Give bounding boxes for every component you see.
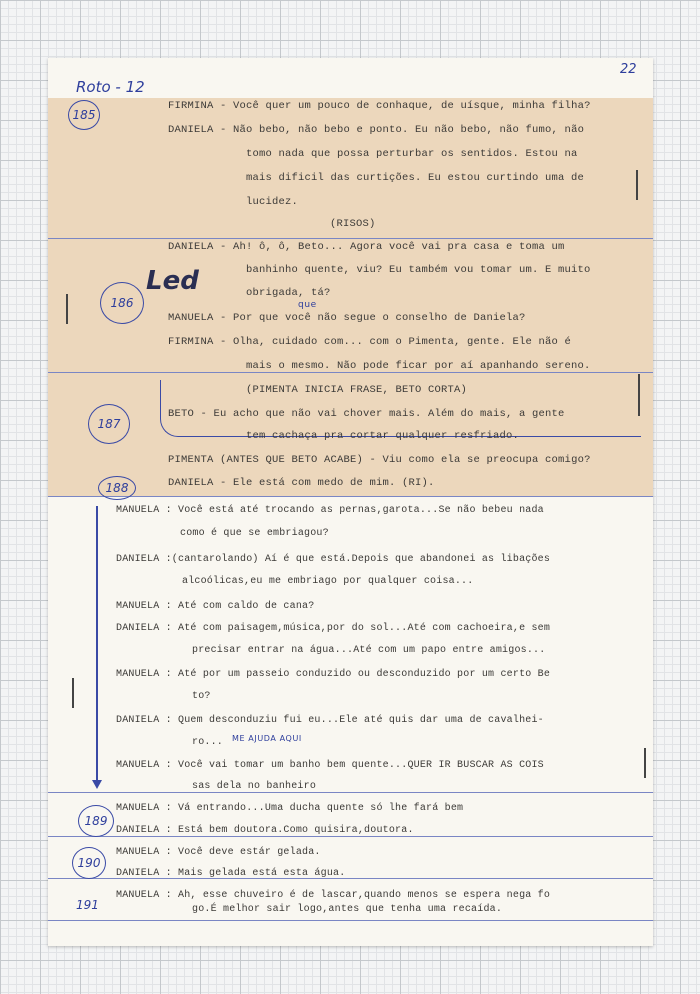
page-number: 22: [620, 62, 637, 77]
margin-mark: Led: [146, 266, 199, 296]
section-divider: [48, 792, 653, 793]
section-divider: [48, 836, 653, 837]
dialogue-line: MANUELA : Você vai tomar um banho bem quente...QUER IR BUSCAR AS COIS: [116, 760, 544, 771]
dialogue-line: mais o mesmo. Não pode ficar por aí apanhando sereno.: [246, 360, 591, 372]
section-divider: [48, 372, 653, 373]
dialogue-line: como é que se embriagou?: [180, 528, 329, 539]
script-page: [48, 58, 653, 946]
dialogue-line: DANIELA : Quem desconduziu fui eu...Ele até quis dar uma de cavalhei-: [116, 715, 544, 726]
reel-label: Roto - 12: [76, 78, 145, 96]
section-divider: [48, 496, 653, 497]
dialogue-line: PIMENTA (ANTES QUE BETO ACABE) - Viu como ela se preocupa comigo?: [168, 454, 591, 466]
handwritten-insert: que: [298, 300, 317, 310]
dialogue-line: tomo nada que possa perturbar os sentidos. Estou na: [246, 148, 578, 160]
dialogue-line: BETO - Eu acho que não vai chover mais. Além do mais, a gente: [168, 408, 565, 420]
dialogue-line: DANIELA - Ele está com medo de mim. (RI).: [168, 477, 435, 489]
dialogue-line: DANIELA - Ah! ô, ô, Beto... Agora você vai pra casa e toma um: [168, 241, 565, 253]
dialogue-line: go.É melhor sair logo,antes que tenha uma recaída.: [192, 904, 503, 915]
dialogue-line: DANIELA : Mais gelada está esta água.: [116, 868, 346, 879]
dialogue-line: MANUELA - Por que você não segue o conselho de Daniela?: [168, 312, 526, 324]
dialogue-line: precisar entrar na água...Até com um papo entre amigos...: [192, 645, 546, 656]
dialogue-line: MANUELA : Você está até trocando as pernas,garota...Se não bebeu nada: [116, 505, 544, 516]
scene-number-191: 191: [76, 898, 99, 912]
dialogue-line: mais dificil das curtições. Eu estou curtindo uma de: [246, 172, 585, 184]
dialogue-line: MANUELA : Você deve estár gelada.: [116, 847, 321, 858]
scene-number-186: 186: [100, 282, 144, 324]
scene-number-189: 189: [78, 805, 114, 837]
scene-number-187: 187: [88, 404, 130, 444]
dialogue-line: to?: [192, 691, 211, 702]
dialogue-line: DANIELA - Não bebo, não bebo e ponto. Eu não bebo, não fumo, não: [168, 124, 585, 136]
dialogue-line: DANIELA :(cantarolando) Aí é que está.Depois que abandonei as libações: [116, 554, 551, 565]
scene-number-188: 188: [98, 476, 136, 500]
change-bar: [72, 678, 74, 708]
dialogue-line: banhinho quente, viu? Eu também vou tomar um. E muito: [246, 264, 591, 276]
dialogue-line: FIRMINA - Você quer um pouco de conhaque, de uísque, minha filha?: [168, 100, 591, 112]
dialogue-line: lucidez.: [246, 196, 299, 208]
scene-number-190: 190: [72, 847, 106, 879]
dialogue-line: ro...: [192, 737, 224, 748]
change-bar: [636, 170, 638, 200]
handwritten-note: ME AJUDA AQUI: [232, 734, 302, 743]
continuation-arrow: [96, 506, 98, 784]
pasted-strip-185: [48, 98, 653, 238]
dialogue-line: DANIELA : Até com paisagem,música,por do sol...Até com cachoeira,e sem: [116, 623, 551, 634]
dialogue-line: MANUELA : Até com caldo de cana?: [116, 601, 315, 612]
dialogue-line: MANUELA : Vá entrando...Uma ducha quente só lhe fará bem: [116, 803, 464, 814]
dialogue-line: tem cachaça pra cortar qualquer resfriado.: [246, 430, 520, 442]
section-divider: [48, 238, 653, 239]
dialogue-line: alcoólicas,eu me embriago por qualquer coisa...: [182, 576, 474, 587]
dialogue-line: sas dela no banheiro: [192, 781, 317, 792]
dialogue-line: MANUELA : Até por um passeio conduzido ou desconduzido por um certo Be: [116, 669, 551, 680]
dialogue-line: DANIELA : Está bem doutora.Como quisira,doutora.: [116, 825, 414, 836]
stage-direction: (RISOS): [330, 218, 376, 230]
dialogue-line: MANUELA : Ah, esse chuveiro é de lascar,quando menos se espera nega fo: [116, 890, 551, 901]
stage-direction: (PIMENTA INICIA FRASE, BETO CORTA): [246, 384, 468, 396]
section-divider: [48, 920, 653, 921]
change-bar: [644, 748, 646, 778]
dialogue-line: obrigada, tá?: [246, 287, 331, 299]
change-bar: [66, 294, 68, 324]
scene-number-185: 185: [68, 100, 100, 130]
arrow-head-icon: [92, 780, 102, 789]
dialogue-line: FIRMINA - Olha, cuidado com... com o Pimenta, gente. Ele não é: [168, 336, 572, 348]
